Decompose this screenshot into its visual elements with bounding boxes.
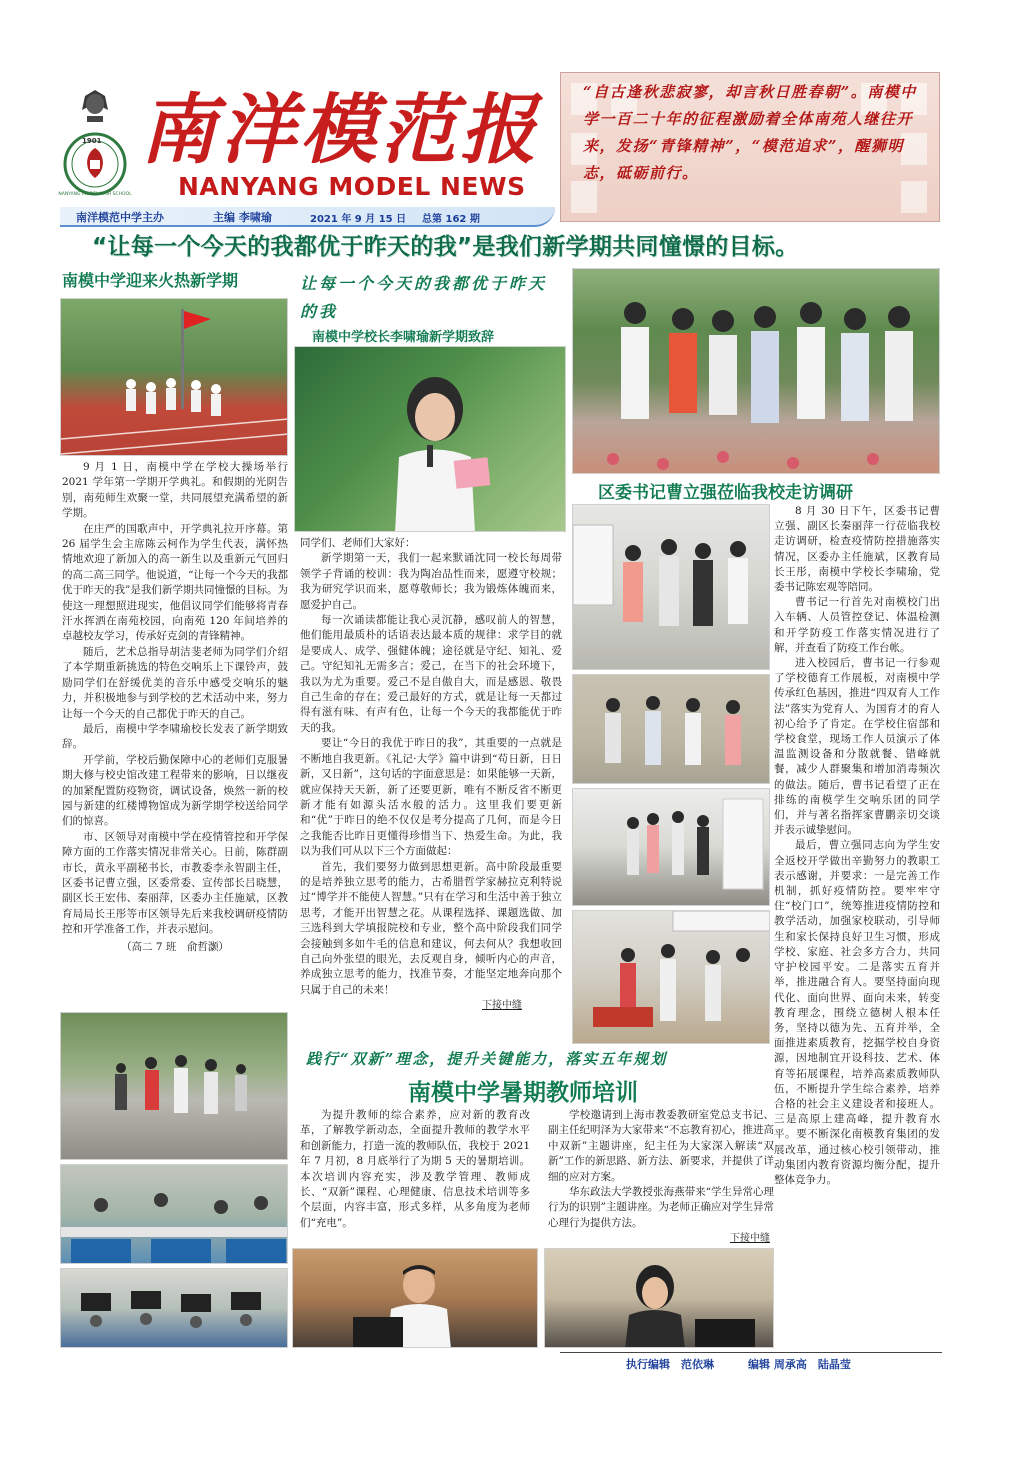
article2-title: 让每一个今天的我都优于昨天的我 <box>300 274 548 321</box>
school-emblem <box>60 82 130 202</box>
photo-group-leaders <box>572 268 940 474</box>
article3-paragraph: 最后，曹立强同志向为学生安全返校开学做出辛勤努力的教职工表示感谢，并要求：一是完善工作机制，抓好疫情防控。要牢牢守住“校门口”，统筹推进疫情防控和教学活动，加强家校联动，引导师生和家长保持良好卫生习惯，形成学校、家庭、社会多方合力，共同守护校园平安。二是落实五育并举，推进融合育人。要坚持面向现代化、面向世界、面向未来，转变教育理念，围绕立德树人根本任务，坚持以德为先、五育并举，全面推进素质教育，挖掘学校自身资源，因地制宜开设科技、艺术、体育等拓展课程，培养高素质教师队伍，不断提升学生综合素养，培养合格的社会主义建设者和接班人。三是高原上建高峰，提升教育水平。要不断深化南模教育集团的发展改革，通过核心校引领带动，推动集团内教育资源均衡分配，提升整体竞争力。 <box>774 839 940 1186</box>
article3-paragraph: 进入校园后，曹书记一行参观了学校德育工作展板，对南模中学传承红色基因，推进“四双育人工作法”落实为党育人、为国育才的育人初心给予了肯定。在学校住宿部和学校食堂，现场工作人员演示了体温监测设备和分散就餐、错峰就餐，减少人群聚集和增加消毒频次的做法。随后，曹书记看望了正在排练的南模学生交响乐团的同学们，并与著名指挥家曹鹏亲切交谈并表示诚挚慰问。 <box>774 657 940 837</box>
article2-greeting: 同学们、老师们大家好： <box>300 537 416 549</box>
photo-inspection-walk <box>572 504 770 670</box>
emblem-year: 1901 <box>82 137 102 145</box>
article3-title: 区委书记曹立强莅临我校走访调研 <box>598 483 853 503</box>
info-date: 2021 年 9 月 15 日 <box>310 214 407 225</box>
footer-exec-editor: 执行编辑 范依琳 <box>626 1358 714 1371</box>
masthead-quote-box <box>560 72 940 222</box>
photo-handshake <box>572 674 770 784</box>
article4-paragraph: 学校邀请到上海市教委教研室党总支书记、副主任纪明泽为大家带来“不忘教育初心，推进高中双新”主题讲座，纪主任为大家深入解读“双新”工作的新思路、新方法、新要求，并提供了详细的应对方案。 <box>548 1109 774 1183</box>
article1-paragraph: 随后，艺术总指导胡洁斐老师为同学们介绍了本学期重新挑选的特色交响乐上下课铃声，鼓励同学们在舒缓优美的音乐中感受交响乐的魅力，并积极地参与到学校的艺术活动中来，努力让每一个今天的自己都优于昨天的自己。 <box>62 645 288 720</box>
photo-school-gate <box>572 910 770 1044</box>
photo-training-room-2 <box>60 1268 288 1348</box>
article1-paragraph: 在庄严的国歌声中，开学典礼拉开序幕。第 26 届学生会主席陈云柯作为学生代表，满怀热情地欢迎了新加入的高一新生以及重新元气回归的高二高三同学。他说道，“让每一个今天的我都优于昨天的我”是我们新学期共同憧憬的目标。为使这一理想照进现实，他倡议同学们能够将青春汗水挥洒在南苑校园，向南苑 120 年间培养的卓越校友学习，传承好克剑的青锋精神。 <box>62 522 288 643</box>
photo-lecturer-female <box>544 1248 774 1348</box>
article4-col1 <box>300 1108 530 1231</box>
footer-editors: 编辑 周承高 陆晶莹 <box>748 1358 851 1371</box>
headline: “让每一个今天的我都优于昨天的我”是我们新学期共同憧憬的目标。 <box>92 234 799 260</box>
article2-subtitle: 南模中学校长李啸瑜新学期致辞 <box>312 330 495 345</box>
masthead <box>60 70 555 228</box>
masthead-title: 南洋模范报 <box>140 85 540 174</box>
masthead-info-bar <box>60 207 555 227</box>
article2-body <box>300 536 562 1014</box>
article4-col2 <box>548 1108 774 1247</box>
footer-rule <box>560 1352 942 1353</box>
info-issue: 总第 162 期 <box>422 214 480 225</box>
article3-body <box>774 504 940 1188</box>
photo-corridor-visit <box>572 788 770 906</box>
article1-paragraph: 最后，南模中学李啸瑜校长发表了新学期致辞。 <box>62 722 288 751</box>
info-editor: 主编 李啸瑜 <box>213 211 272 224</box>
article2-paragraph: 要让“今日的我优于昨日的我”，其重要的一点就是不断地自我更新。《礼记·大学》篇中讲到“苟日新，日日新，又日新”，这句话的字面意思是：如果能够一天新，就应保持天天新，新了还要更新，唯有不断反省不断更新才能有如源头活水般的活力。这里我们要更新和“优”于昨日的绝不仅仅是考分提高了几何，而是今日之我能否比昨日更懂得珍惜当下、热爱生命。为此，我以为我们可从以下三个方面做起： <box>300 737 562 858</box>
article2-paragraph: 首先，我们要努力做到思想更新。高中阶段最重要的是培养独立思考的能力，古希腊哲学家赫拉克利特说过“博学并不能使人智慧。”只有在学习和生活中善于独立思考，才能开出智慧之花。从课程选择、课题选做、加三选科到大学填报院校和专业，整个高中阶段我们同学会接触到多如牛毛的信息和建议，何去何从？我想收回自己向外张望的眼光，去反观自身，倾听内心的声音，养成独立思考的能力，找准节奏，才能坚定地奔向那个只属于自己的未来！ <box>300 860 562 996</box>
emblem-text: NANYANG MODEL HIGH SCHOOL <box>58 192 132 197</box>
article3-paragraph: 8 月 30 日下午，区委书记曹立强、副区长秦丽萍一行莅临我校走访调研，检查疫情防控措施落实情况，区委办主任施斌，区教育局长王彤，南模中学校长李啸瑜，党委书记陈宏观等陪同。 <box>774 505 940 594</box>
article4-paragraph: 为提升教师的综合素养，应对新的教育改革，了解教学新动态，全面提升教师的教学水平和创新能力，打造一流的教师队伍，我校于 2021 年 7 月初，8 月底举行了为期 5 天的暑期培训。本次培训内容充实，涉及教学管理、教师成长、“双新”课程、心理健康、信息技术培训等多个层面，内容丰富，形式多样，从多角度为老师们“充电”。 <box>300 1109 530 1229</box>
article4-kicker: 践行“双新”理念，提升关键能力，落实五年规划 <box>306 1050 668 1068</box>
article1-body <box>62 460 288 955</box>
article1-paragraph: 9 月 1 日，南模中学在学校大操场举行 2021 学年第一学期开学典礼。和假期的光阴告别，南苑师生欢聚一堂，共同展望充满希望的新学期。 <box>62 461 288 520</box>
masthead-title-en: NANYANG MODEL NEWS <box>178 172 526 201</box>
article4-continued-link[interactable]: 下接中缝 <box>730 1233 770 1245</box>
photo-leaders-walk <box>60 1012 288 1160</box>
article2-paragraph: 新学期第一天，我们一起来默诵沈同一校长每周带领学子背诵的校训：我为陶冶品性而来，愿遵守校规；我为研究学识而来，愿尊敬师长；我为锻炼体魄而来，愿爱护自己。 <box>300 552 562 611</box>
article4-title: 南模中学暑期教师培训 <box>408 1080 638 1106</box>
article4-paragraph: 华东政法大学教授张海燕带来“学生异常心理行为的识别”主题讲座。为老师正确应对学生异常心理行为提供方法。 <box>548 1186 774 1229</box>
photo-opening-ceremony <box>60 298 288 456</box>
article1-title: 南模中学迎来火热新学期 <box>62 271 239 290</box>
photo-lecturer-male <box>292 1248 538 1348</box>
masthead-quote: “自古逢秋悲寂寥，却言秋日胜春朝”。南模中学一百二十年的征程激励着全体南苑人继往开来，发扬“青锋精神”，“模范追求”，醒狮明志，砥砺前行。 <box>583 83 917 182</box>
article2-continued-link[interactable]: 下接中缝 <box>482 1000 522 1012</box>
info-host: 南洋模范中学主办 <box>76 211 164 224</box>
article1-paragraph: 开学前，学校后勤保障中心的老师们克服暑期大修与校史馆改建工程带来的影响，日以继夜的加紧配置防疫物资，调试设备，焕然一新的校园与新建的红楼博物馆成为新学期学校送给同学们的惊喜。 <box>62 753 288 828</box>
photo-training-room-1 <box>60 1164 288 1264</box>
photo-principal-speech <box>294 346 566 532</box>
article1-paragraph: 市、区领导对南模中学在疫情管控和开学保障方面的工作落实情况非常关心。日前，陈群副市长，黄永平副秘书长，市教委李永智副主任，区委书记曹立强，区委常委、宣传部长吕晓慧，副区长王宏伟、秦丽萍，区委办主任施斌，区教育局局长王彤等市区领导先后来我校调研疫情防控和开学准备工作，并表示慰问。 <box>62 830 288 936</box>
article2-paragraph: 每一次诵读都能让我心灵沉静，感叹前人的智慧，他们能用最质朴的话语表达最本质的规律：求学目的就是要成人、成学、强健体魄；途径就是守纪、知礼、爱己。守纪知礼无需多言；爱己，在当下的社会环境下，我以为尤为重要。爱己不是自傲自大，而是感恩、敬畏自己生命的存在；爱己最好的方式，就是让每一天都过得有滋有味、有声有色，让每一个今天的我都能优于昨天的我。 <box>300 614 562 734</box>
article1-byline: （高二 7 班 俞哲灏） <box>121 940 229 953</box>
article3-paragraph: 曹书记一行首先对南模校门出入车辆、人员管控登记、体温检测和开学防疫工作落实情况进行了解，并查看了防疫工作台帐。 <box>774 596 940 654</box>
